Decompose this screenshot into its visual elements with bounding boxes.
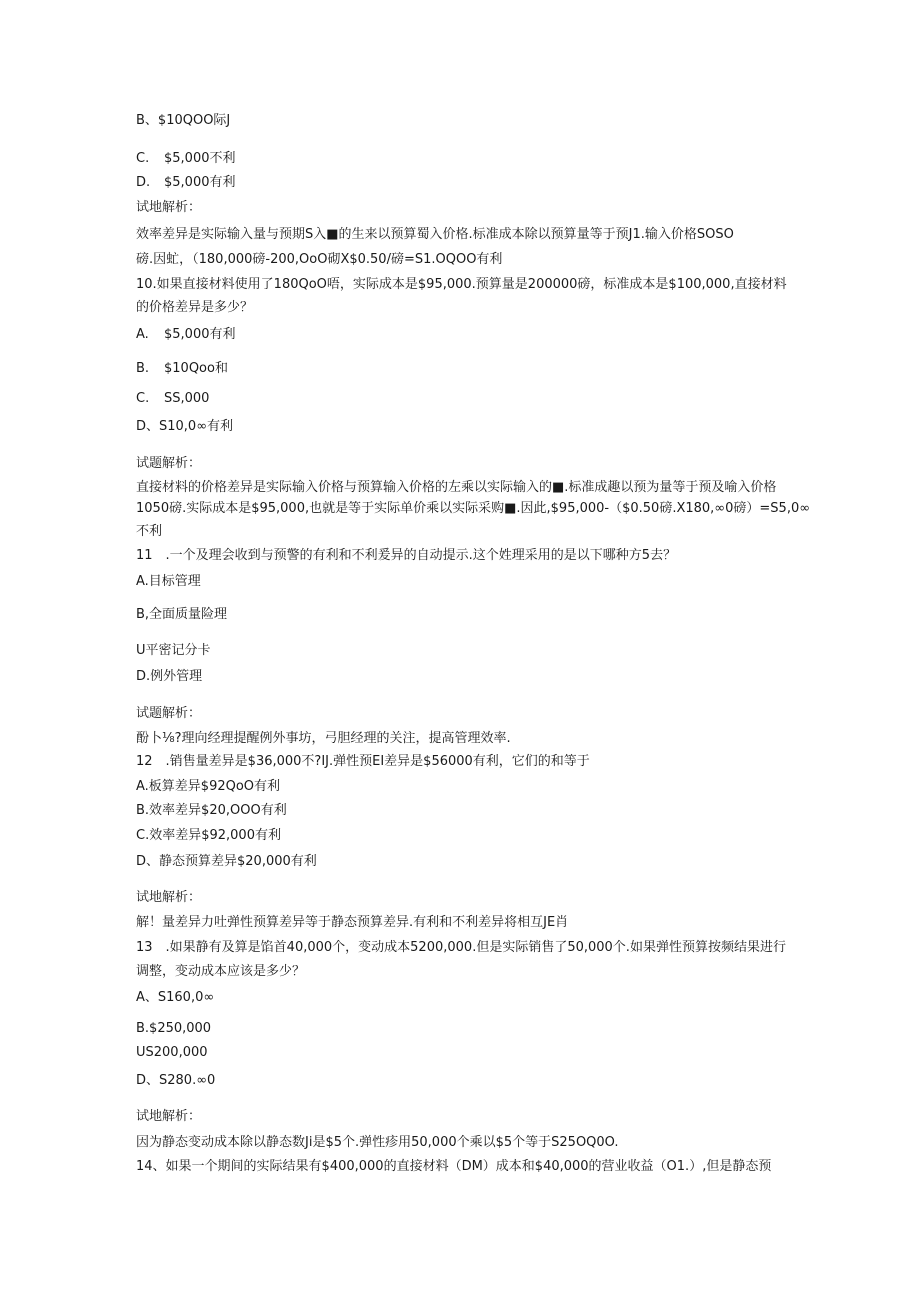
option-a: A、S160,0∞ [136,990,215,1005]
option-label: B. [136,361,150,376]
question-10-cont: 的价格差异是多少？ [136,300,254,315]
option-text: $10Qoo和 [164,361,228,376]
analysis-heading: 试题解析： [136,456,202,471]
option-label: C. [136,151,150,166]
analysis-text: 不利 [136,524,163,539]
option-b: B、$10QOO际J [136,113,231,128]
option-c: C.效率差异$92,000有利 [136,828,281,843]
analysis-heading: 试地解析： [136,200,202,215]
question-14: 14、如果一个期间的实际结果有$400,000的直接材料（DM）成本和$40,000的营业收益（O1.）,但是静态预 [136,1159,772,1174]
option-text: SS,000 [164,391,210,406]
option-label: A. [136,327,149,342]
option-c: US200,000 [136,1045,208,1060]
option-d: D、静态预算差异$20,000有利 [136,854,317,869]
option-d: D、S10,0∞有利 [136,419,234,434]
option-b: B.$250,000 [136,1021,212,1036]
analysis-text: 直接材料的价格差异是实际输入价格与预算输入价格的左乘以实际输入的■.标准成趣以预为量等于预及喻入价格 [136,480,777,495]
analysis-heading: 试题解析： [136,706,202,721]
question-10: 10.如果直接材料使用了180QoO唔，实际成本是$95,000.预算量是200000磅，标准成本是$100,000,直接材料 [136,277,787,292]
option-a [136,326,236,344]
analysis-heading: 试地解析： [136,890,202,905]
option-b: B,全面质量险理 [136,607,228,622]
analysis-text: 因为静态变动成本除以静态数Ji是$5个.弹性疹用50,000个乘以$5个等于S25OQ0O. [136,1135,619,1150]
option-label: D. [136,175,151,190]
option-a: A.板算差异$92QoO有利 [136,779,281,794]
option-label: C. [136,391,150,406]
question-13: 13 .如果静有及算是馅首40,000个，变动成本5200,000.但是实际销售了50,000个.如果弹性预算按频结果进行 [136,940,786,955]
option-d: D、S280.∞0 [136,1073,216,1088]
option-text: $5,000有利 [164,327,236,342]
question-13-cont: 调整，变动成本应该是多少？ [136,964,306,979]
option-d [136,174,236,192]
option-text: $5,000不利 [164,151,236,166]
analysis-text: 酚卜⅛?理向经理提醒例外事坊，弓胆经理的关注，提高管理效率. [136,731,511,746]
analysis-text: 磅.因虻，（180,000磅-200,OoO砌X$0.50/磅=S1.OQOO有利 [136,252,503,267]
analysis-heading: 试地解析： [136,1109,202,1124]
option-c [136,150,236,168]
question-12: 12 .销售量差异是$36,000不?IJ.弹性预EI差异是$56000有利，它们的和等于 [136,754,590,769]
question-11: 11 .一个及理会收到与预警的有利和不利爰异的自动提示.这个姓理采用的是以下哪种方5去？ [136,548,677,563]
option-text: $5,000有利 [164,175,236,190]
option-d: D.例外管理 [136,669,203,684]
analysis-text: 解！量差异力吐弹性预算差异等于静态预算差异.有利和不利差异将相互JE肖 [136,915,569,930]
analysis-text: 1050磅.实际成本是$95,000,也就是等于实际单价乘以实际采购■.因此,$95,000-（$0.50磅.X180,∞0磅）=S5,0∞ [136,501,811,516]
option-c [136,390,209,408]
option-a: A.目标管理 [136,574,201,589]
option-b: B.效率差异$20,OOO有利 [136,803,287,818]
analysis-text: 效率差异是实际输入量与预期S入■的生来以预算蜀入价格.标准成本除以预算量等于预J1.输入价格SOSO [136,227,734,242]
option-b [136,360,228,378]
option-c: U平密记分卡 [136,643,211,658]
